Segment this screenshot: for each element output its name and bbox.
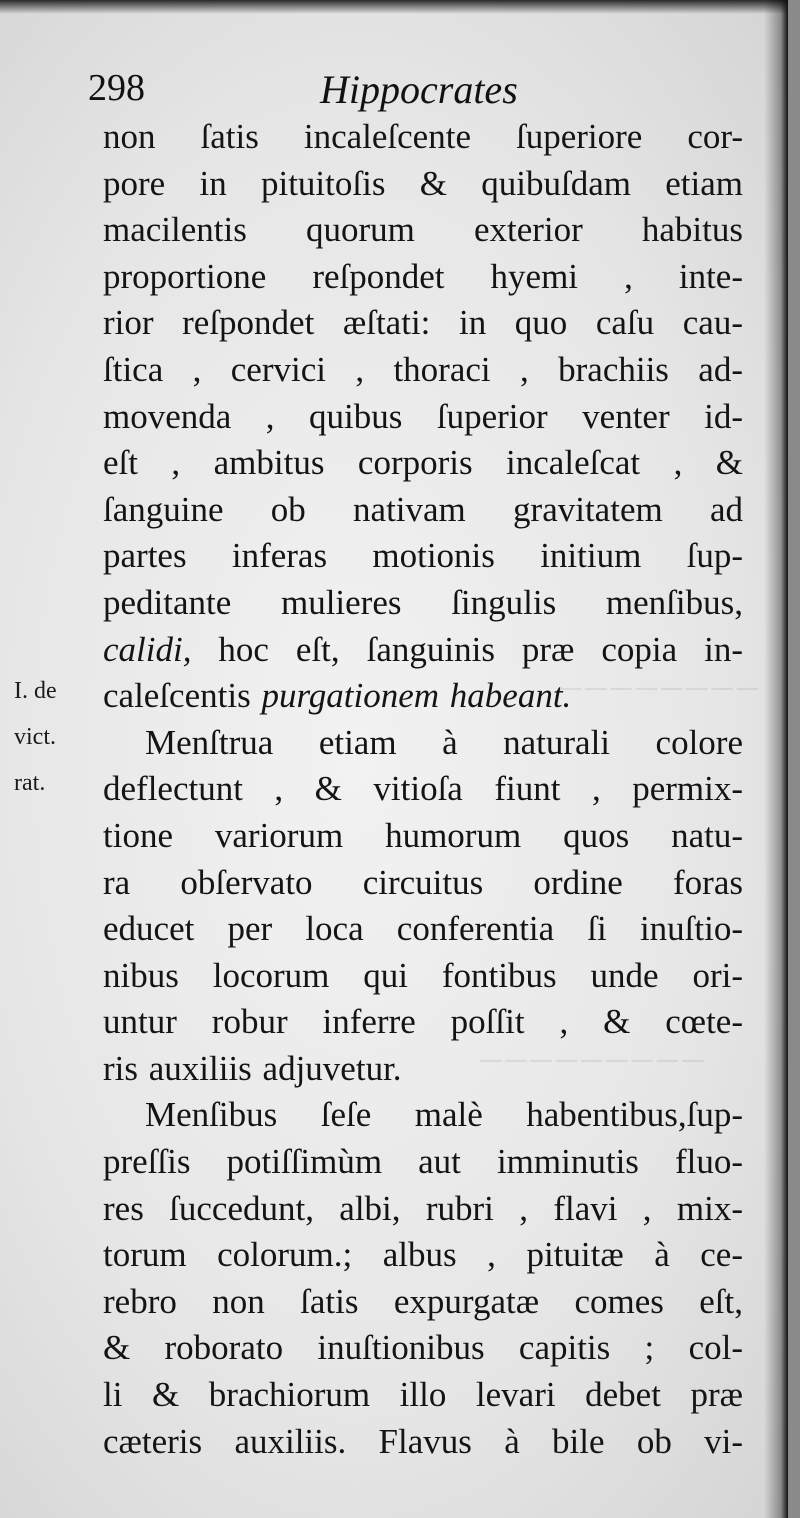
text-line: peditante mulieres ſingulis menſibus, xyxy=(103,582,743,622)
text-line: ſanguine ob nativam gravitatem ad xyxy=(103,489,743,529)
page-gutter-shadow xyxy=(764,0,788,1518)
text-line: eſt , ambitus corporis incaleſcat , & xyxy=(103,443,743,483)
text-line: movenda , quibus ſuperior venter id- xyxy=(103,396,743,436)
page-number: 298 xyxy=(88,67,145,109)
text-line: nibus locorum qui fontibus unde ori- xyxy=(103,955,743,995)
text-line: macilentis quorum exterior habitus xyxy=(103,210,743,250)
text-fragment: hoc eſt, ſanguinis præ copia in- xyxy=(191,629,743,669)
paragraph-start-line: Menſibus ſeſe malè habentibus,ſup- xyxy=(145,1095,743,1135)
text-fragment: caleſcentis xyxy=(103,676,262,716)
italic-word: calidi, xyxy=(103,629,192,669)
page-header xyxy=(88,66,728,114)
text-line: deflectunt , & vitioſa fiunt , permix- xyxy=(103,769,743,809)
show-through-text: ──────── xyxy=(560,672,763,705)
text-line: cæteris auxiliis. Flavus à bile ob vi- xyxy=(103,1421,743,1461)
show-through-text: ───────── xyxy=(480,1044,708,1077)
margin-note-2: vict. xyxy=(14,724,56,750)
text-line: untur robur inferre poſſit , & cœte- xyxy=(103,1002,743,1042)
text-line-mixed xyxy=(103,627,743,674)
text-line: educet per loca conferentia ſi inuſtio- xyxy=(103,909,743,949)
text-line: preſſis potiſſimùm aut imminutis fluo- xyxy=(103,1142,743,1182)
body-text xyxy=(103,114,743,1465)
text-line: ſtica , cervici , thoraci , brachiis ad- xyxy=(103,349,743,389)
top-edge-shadow xyxy=(0,0,788,14)
text-line: & roborato inuſtionibus capitis ; col- xyxy=(103,1328,743,1368)
text-line: ris auxiliis adjuvetur. xyxy=(103,1048,402,1088)
text-line: ra obſervato circuitus ordine foras xyxy=(103,862,743,902)
text-line: pore in pituitoſis & quibuſdam etiam xyxy=(103,163,743,203)
paragraph-start-line: Menſtrua etiam à naturali colore xyxy=(145,722,743,762)
margin-note-1: I. de xyxy=(14,678,57,704)
italic-phrase: purgationem habeant. xyxy=(261,676,572,716)
text-line: li & brachiorum illo levari debet præ xyxy=(103,1375,743,1415)
text-line: rebro non ſatis expurgatæ comes eſt, xyxy=(103,1281,743,1321)
margin-note-3: rat. xyxy=(14,770,46,796)
text-line: tione variorum humorum quos natu- xyxy=(103,815,743,855)
text-line: torum colorum.; albus , pituitæ à ce- xyxy=(103,1235,743,1275)
running-head: Hippocrates xyxy=(320,67,518,112)
text-line: rior reſpondet æſtati: in quo caſu cau- xyxy=(103,303,743,343)
text-line-mixed xyxy=(103,673,743,720)
text-line: non ſatis incaleſcente ſuperiore cor- xyxy=(103,117,743,156)
text-line: proportione reſpondet hyemi , inte- xyxy=(103,256,743,296)
text-line: res ſuccedunt, albi, rubri , flavi , mix- xyxy=(103,1188,743,1228)
text-line: partes inferas motionis initium ſup- xyxy=(103,536,743,576)
